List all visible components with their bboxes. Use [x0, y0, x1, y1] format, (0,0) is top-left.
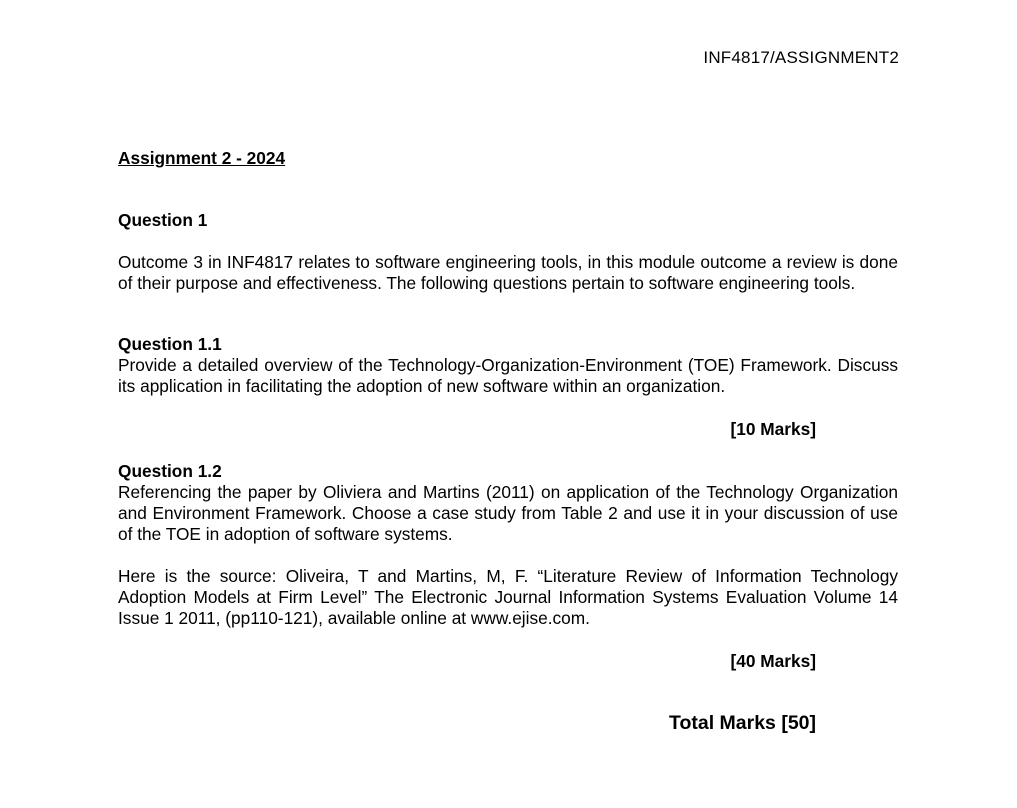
total-marks: Total Marks [50] [668, 712, 816, 734]
question-1-2-text: Referencing the paper by Oliviera and Martins (2011) on application of the Technology Organization and Environment Framework. Choose a case study from Table 2 and use it in your discussion of use of the TOE in adoption of software systems. [118, 482, 898, 544]
question-1-intro: Outcome 3 in INF4817 relates to software engineering tools, in this module outcome a review is done of their purpose and effectiveness. The following questions pertain to software engineering tools. [118, 252, 898, 293]
question-1-heading: Question 1 [118, 210, 208, 230]
document-content [118, 148, 898, 734]
document-code-header: INF4817/ASSIGNMENT2 [703, 48, 899, 67]
question-1-1-text: Provide a detailed overview of the Technology-Organization-Environment (TOE) Framework. Discuss its application in facilitating the adoption of new software within an organization. [118, 355, 898, 396]
question-1-2-source: Here is the source: Oliveira, T and Martins, M, F. “Literature Review of Information Technology Adoption Models at Firm Level” The Electronic Journal Information Systems Evaluation Volume 14 Issue 1 2011, (pp110-121), available online at www.ejise.com. [118, 566, 898, 628]
question-1-1-heading: Question 1.1 [118, 334, 222, 354]
assignment-title: Assignment 2 - 2024 [118, 148, 286, 168]
question-1-1-marks: [10 Marks] [730, 419, 816, 439]
question-1-2-marks: [40 Marks] [730, 651, 816, 671]
question-1-2-heading: Question 1.2 [118, 461, 222, 481]
